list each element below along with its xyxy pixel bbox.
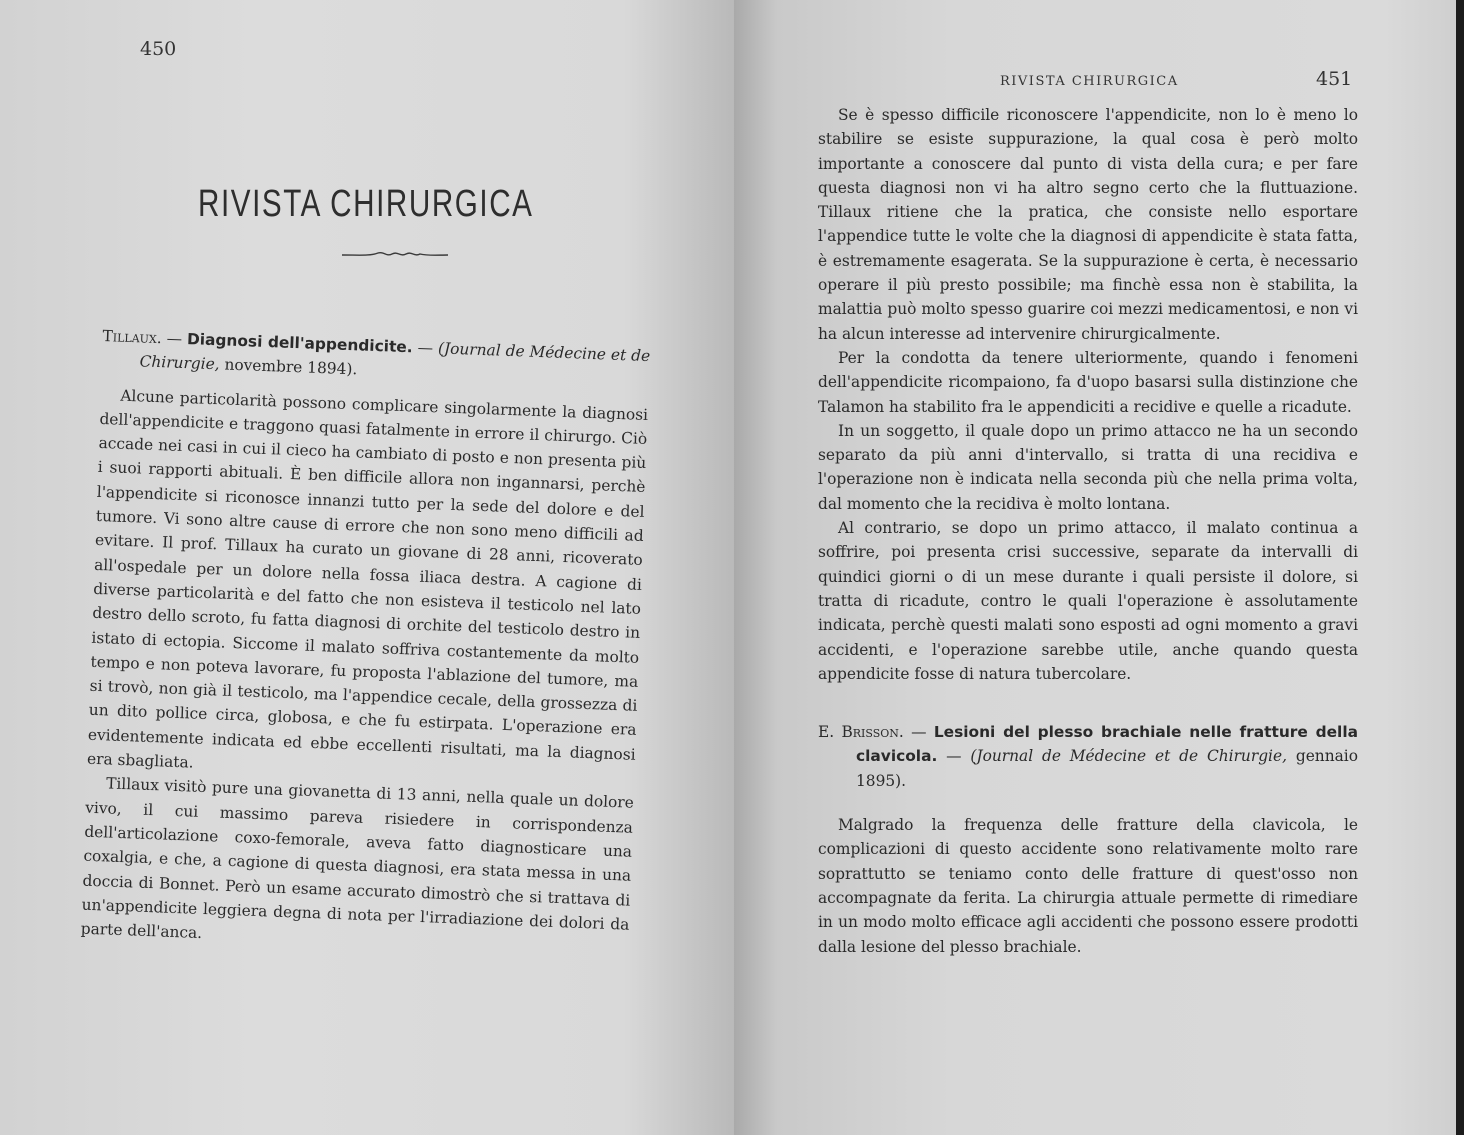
article-citation: (Journal de Médecine et de Chirurgie, (970, 747, 1287, 766)
paragraph: Per la condotta da tenere ulteriormente, quando i fenomeni dell'appendicite ricompaiono, fa d'uopo basarsi sulla distinzione che Talamon ha stabilito fra le appendiciti a recidive e quelle a ricadute. (818, 348, 1358, 416)
page-number-right: 451 (1316, 68, 1353, 90)
section-title: RIVISTA CHIRURGICA (198, 183, 534, 225)
title-flourish (340, 246, 450, 262)
running-head: RIVISTA CHIRURGICA (1000, 74, 1179, 89)
paragraph: Se è spesso difficile riconoscere l'appendicite, non lo è meno lo stabilire se esiste suppurazione, la qual cosa è però molto importante a conoscere dal punto di vista della cura; e per fare questa diagnosi non vi ha altro segno certo che la fluttuazione. Tillaux ritiene che la pratica, che consiste nello esportare l'appendice tutte le volte che la diagnosi di appendicite è stata fatta, è estremamente esagerata. Se la suppurazione è certa, è necessario operare il più presto possibile; ma finchè essa non è stabilita, la malattia può molto spesso guarire coi mezzi medicamentosi, e non vi ha alcun interesse ad intervenire chirurgicalmente. (818, 106, 1358, 343)
article-header-tillaux: Tillaux. — Diagnosi dell'appendicite. — (Journal de Médecine et de Chirurgie, novembre 1894). (102, 326, 651, 379)
article-citation: (Journal de Médecine et de Chirurgie, (139, 339, 651, 374)
page-number-left: 450 (140, 38, 177, 60)
article-author: Tillaux. (102, 326, 163, 348)
article-title: Lesioni del plesso brachiale nelle fratture della clavicola. (856, 723, 1358, 766)
right-article-body (818, 103, 1358, 959)
left-article-body (80, 324, 650, 961)
paragraph: Tillaux visitò pure una giovanetta di 13 anni, nella quale un dolore vivo, il cui massimo pareva risiedere in corrispondenza dell'articolazione coxo-femorale, aveva fatto diagnosticare una coxalgia, e che, a cagione di questa diagnosi, era stata messa in una doccia di Bonnet. Però un esame accurato dimostrò che si trattava di un'appendicite leggiera degna di nota per l'irradiazione dei dolori da parte dell'anca. (80, 774, 635, 943)
right-page (734, 0, 1456, 1135)
paragraph: In un soggetto, il quale dopo un primo attacco ne ha un secondo separato da più anni d'intervallo, si tratta di una recidiva e l'operazione non è indicata nella seconda più che nella prima volta, dal momento che la recidiva è molto lontana. (818, 421, 1358, 513)
article-author: E. Brisson. (818, 723, 904, 742)
paragraph: Al contrario, se dopo un primo attacco, il malato continua a soffrire, poi presenta crisi successive, separate da intervalli di quindici giorni o di un mese durante i quali persiste il dolore, si tratta di ricadute, contro le quali l'operazione è assolutamente indicata, perchè questi malati sono esposti ad ogni momento a gravi accidenti, e l'operazione sarebbe utile, anche quando questa appendicite fosse di natura tubercolare. (818, 519, 1358, 683)
article-header-brisson: E. Brisson. — Lesioni del plesso brachiale nelle fratture della clavicola. — (Journal de Médecine et de Chirurgie, gennaio 1895). (818, 723, 1358, 790)
paragraph: Alcune particolarità possono complicare singolarmente la diagnosi dell'appendicite e traggono quasi fatalmente in errore il chirurgo. Ciò accade nei casi in cui il cieco ha cambiato di posto e non presenta più i suoi rapporti abituali. È ben difficile allora non ingannarsi, perchè l'appendicite si riconosce innanzi tutto per la sede del dolore e del tumore. Vi sono altre cause di errore che non sono meno difficili ad evitare. Il prof. Tillaux ha curato un giovane di 28 anni, ricoverato all'ospedale per un dolore nella fossa iliaca destra. A cagione di diverse particolarità e del fatto che non esisteva il testicolo nel lato destro dello scroto, fu fatta diagnosi di orchite del testicolo destro in istato di ectopia. Siccome il malato soffriva costantemente da molto tempo e non poteva lavorare, fu proposta l'ablazione del tumore, ma si trovò, non già il testicolo, ma l'appendice cecale, della grossezza di un dito pollice circa, globosa, e che fu estirpata. L'operazione era evidentemente indicata ed ebbe eccellenti risultati, ma la diagnosi era sbagliata. (86, 386, 649, 772)
paragraph: Malgrado la frequenza delle fratture della clavicola, le complicazioni di questo accidente sono relativamente molto rare soprattutto se teniamo conto delle fratture di quest'osso non accompagnate da ferita. La chirurgia attuale permette di rimediare in un modo molto efficace agli accidenti che possono essere prodotti dalla lesione del plesso brachiale. (818, 816, 1358, 956)
article-title: Diagnosi dell'appendicite. (186, 330, 413, 357)
